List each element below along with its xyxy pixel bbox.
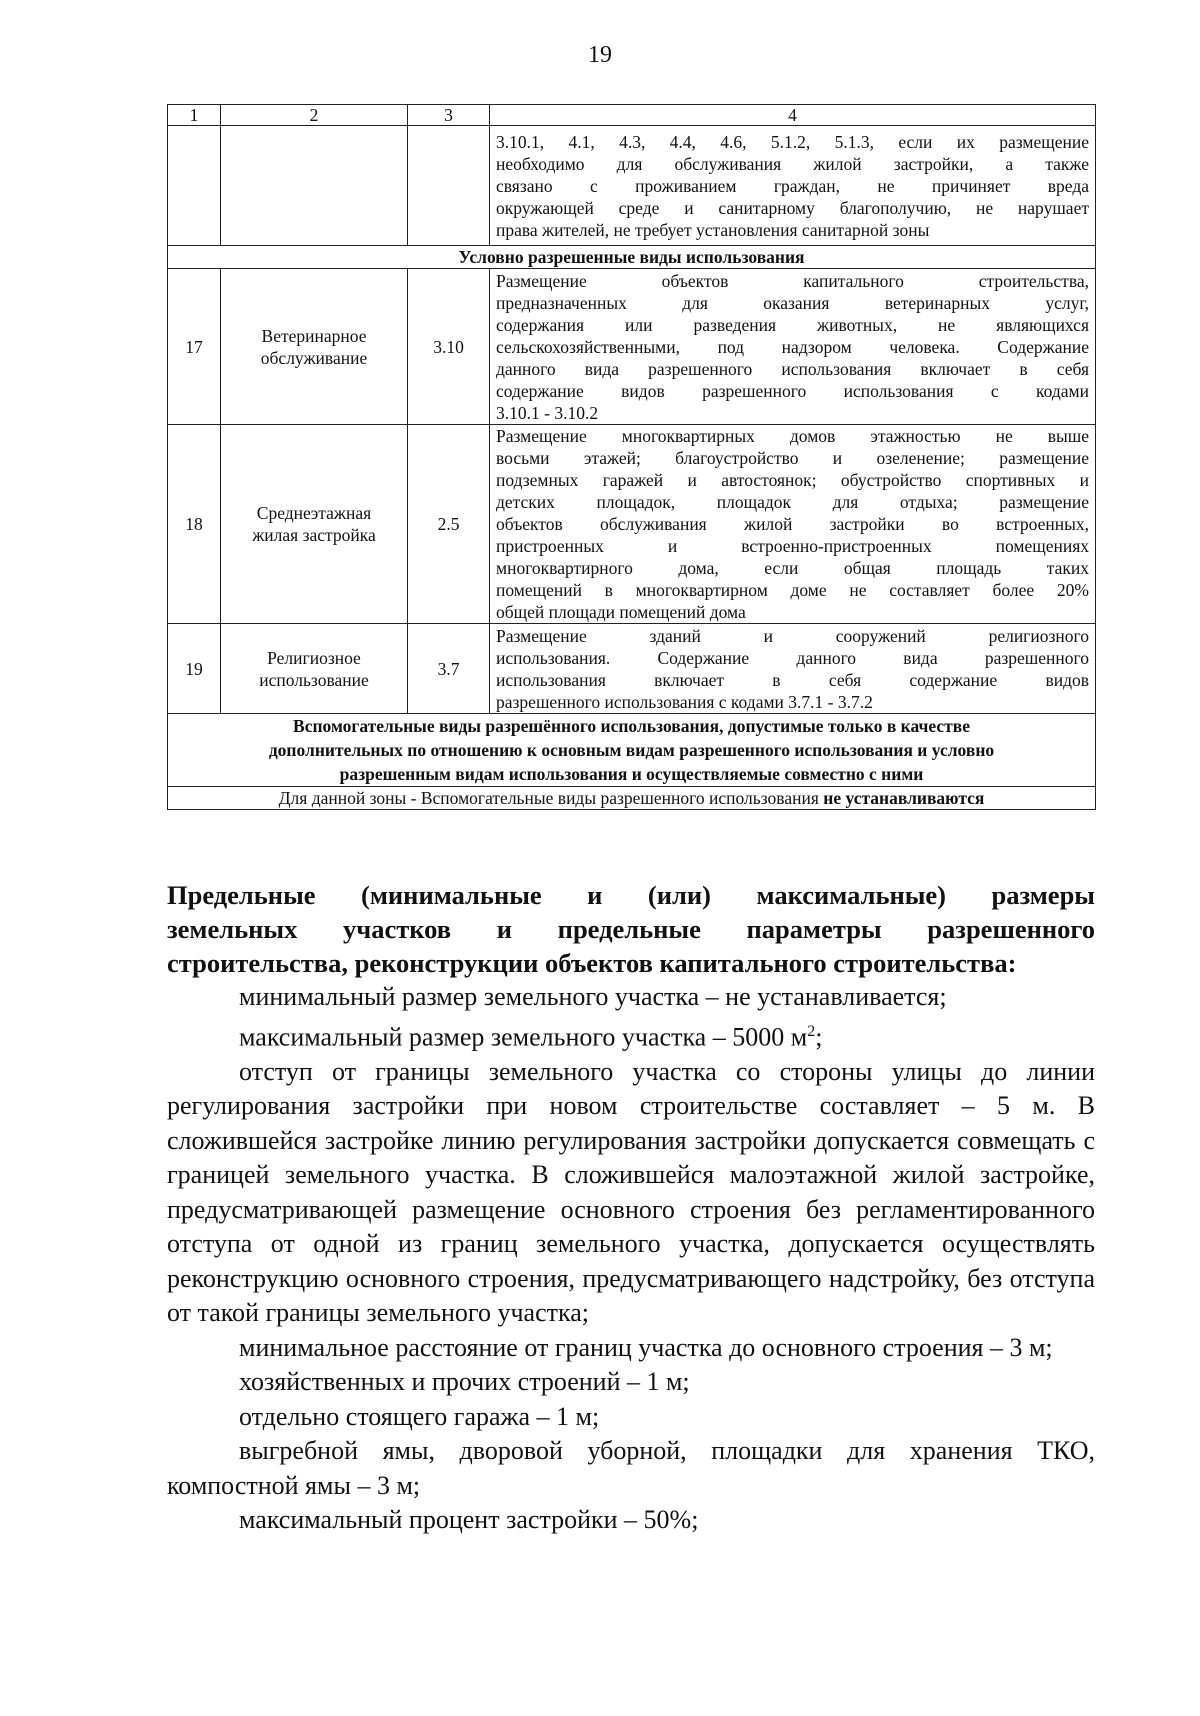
limits-section [167,878,1095,1538]
cesspool-distance: выгребной ямы, дворовой уборной, площадки для хранения ТКО, компостной ямы – 3 м; [167,1436,1095,1500]
page-number: 19 [588,42,612,68]
use-type-description: Размещение зданий и сооружений религиозного использования. Содержание данного вида разрешенного использования включает в себя содержание видов разрешенного использования с кодами 3.7.1 - 3.7.2 [490,624,1096,714]
continuation-row [168,126,1096,246]
land-use-table [167,104,1096,810]
max-plot-size: максимальный размер земельного участка – 5000 $м^2$; [239,1022,823,1052]
use-type-code: 3.7 [408,624,490,714]
max-build-percent: максимальный процент застройки – 50%; [239,1505,699,1535]
conditional-heading: Условно разрешенные виды использования [168,246,1096,269]
table-row [168,269,1096,425]
table-row [168,624,1096,714]
garage-distance: отдельно стоящего гаража – 1 м; [239,1401,600,1431]
header-col-2: 2 [221,105,408,126]
use-type-description: Размещение объектов капитального строительства, предназначенных для оказания ветеринарных услуг, содержания или разведения животных, не являющихся сельскохозяйственными, под надзором человека. Содержание данного вида разрешенного использования включает в себя содержание видов разрешенного использования с кодами 3.10.1 - 3.10.2 [490,269,1096,425]
use-type-name: Среднеэтажная жилая застройка [221,425,408,624]
conditional-heading-row [168,246,1096,269]
table-row [168,425,1096,624]
row-number: 17 [168,269,221,425]
use-type-description: Размещение многоквартирных домов этажностью не выше восьми этажей; благоустройство и озеленение; размещение подземных гаражей и автостоянок; обустройство спортивных и детских площадок, площадок для отдыха; размещение объектов обслуживания жилой застройки во встроенных, пристроенных и встроенно-пристроенных помещениях многоквартирного дома, если общая площадь таких помещений в многоквартирном доме не составляет более 20% общей площади помещений дома [490,425,1096,624]
use-type-code: 3.10 [408,269,490,425]
limits-heading: Предельные (минимальные и (или) максимальные) размеры земельных участков и предельные параметры разрешенного строительства, реконструкции объектов капитального строительства: [167,880,1095,978]
header-col-4: 4 [490,105,1096,126]
use-type-code: 2.5 [408,425,490,624]
use-type-name: Религиозное использование [221,624,408,714]
continuation-description: 3.10.1, 4.1, 4.3, 4.4, 4.6, 5.1.2, 5.1.3, если их размещение необходимо для обслуживания жилой застройки, а также связано с проживанием граждан, не причиняет вреда окружающей среде и санитарному благополучию, не нарушает права жителей, не требует установления санитарной зоны [490,126,1096,246]
auxiliary-note-row [168,787,1096,810]
row-number: 18 [168,425,221,624]
min-distance: минимальное расстояние от границ участка до основного строения – 3 м; [239,1332,1053,1362]
auxiliary-note: Для данной зоны - Вспомогательные виды разрешенного использования не устанавливаются [168,787,1096,810]
header-col-3: 3 [408,105,490,126]
header-col-1: 1 [168,105,221,126]
use-type-name: Ветеринарное обслуживание [221,269,408,425]
row-number: 19 [168,624,221,714]
table-header-row [168,105,1096,126]
setback-paragraph: отступ от границы земельного участка со стороны улицы до линии регулирования застройки при новом строительстве составляет – 5 м. В сложившейся застройке линию регулирования застройки допускается совмещать с границей земельного участка. В сложившейся малоэтажной жилой застройке, предусматривающей размещение основного строения без регламентированного отступа от одной из границ земельного участка, допускается осуществлять реконструкцию основного строения, предусматривающего надстройку, без отступа от такой границы земельного участка; [167,1056,1095,1328]
household-buildings-distance: хозяйственных и прочих строений – 1 м; [239,1367,690,1397]
min-plot-size: минимальный размер земельного участка – не устанавливается; [239,982,947,1011]
auxiliary-heading-row [168,714,1096,787]
auxiliary-heading: Вспомогательные виды разрешённого использования, допустимые только в качестве дополнительных по отношению к основным видам разрешенного использования и условно разрешенным видам использования и осуществляемые совместно с ними [168,714,1096,787]
